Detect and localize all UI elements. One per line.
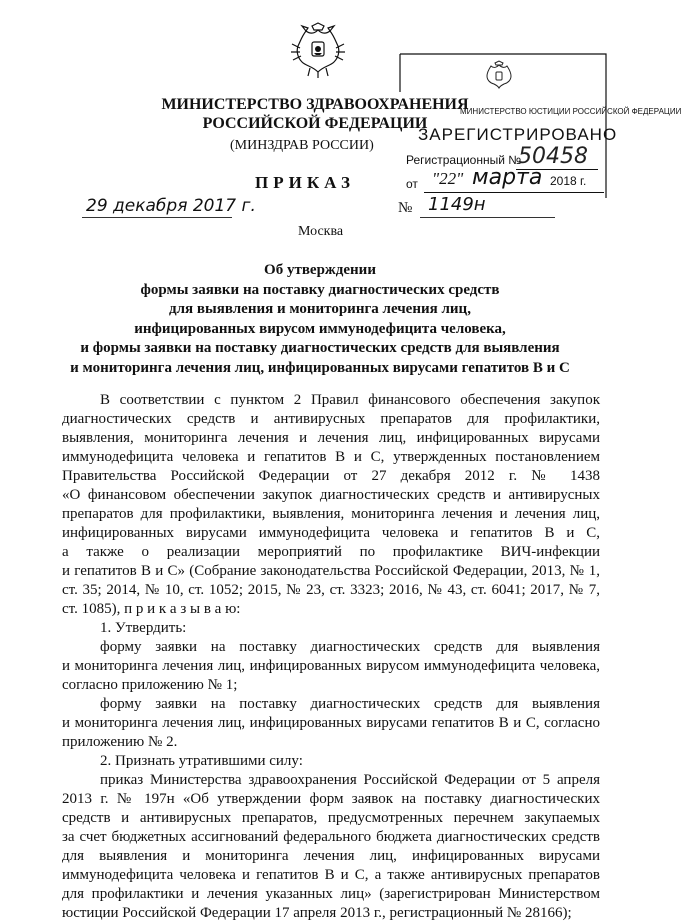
stamp-date-underline xyxy=(424,192,604,193)
title-line: инфицированных вирусом иммунодефицита человека, xyxy=(134,320,506,337)
body-line: согласно приложению № 1; xyxy=(62,677,238,693)
title-line: и формы заявки на поставку диагностических средств для выявления xyxy=(80,340,560,356)
coat-of-arms-icon xyxy=(288,22,348,80)
ministry-name-line1: МИНИСТЕРСТВО ЗДРАВООХРАНЕНИЯ xyxy=(161,96,469,113)
stamp-date-label: от xyxy=(406,177,418,191)
stamp-registered-label: ЗАРЕГИСТРИРОВАНО xyxy=(418,125,618,144)
order-date: 29 декабря 2017 г. xyxy=(86,196,256,216)
document-title xyxy=(60,261,580,378)
body-line: В соответствии с пунктом 2 Правил финансового обеспечения закупок xyxy=(100,392,600,408)
body-line: ст. 1085), п р и к а з ы в а ю: xyxy=(62,601,241,617)
title-line: формы заявки на поставку диагностических средств xyxy=(140,281,500,298)
stamp-reg-number-label: Регистрационный № xyxy=(406,153,522,167)
stamp-emblem-icon xyxy=(482,60,516,92)
body-line: иммунодефицита человека и гепатитов В и С, утвержденных постановлением xyxy=(62,449,600,465)
order-number-label: № xyxy=(398,200,413,216)
body-line: иммунодефицита человека и гепатитов В и С, а также антивирусных препаратов xyxy=(62,867,600,883)
title-line: Об утверждении xyxy=(264,262,376,278)
body-line: «О финансовом обеспечении закупок диагностических средств и антивирусных xyxy=(62,487,600,503)
body-line: а также о реализации мероприятий по профилактике ВИЧ-инфекции xyxy=(62,544,600,560)
ministry-name-line2: РОССИЙСКОЙ ФЕДЕРАЦИИ xyxy=(202,115,428,132)
document-body xyxy=(62,391,600,923)
stamp-date-day: "22" xyxy=(432,169,464,188)
title-line: для выявления и мониторинга лечения лиц, xyxy=(169,301,471,317)
stamp-date-year: 2018 г. xyxy=(550,174,587,188)
ministry-short-name: (МИНЗДРАВ РОССИИ) xyxy=(230,138,374,153)
document-type: ПРИКАЗ xyxy=(255,173,355,192)
number-underline xyxy=(420,217,555,218)
body-line: инфицированных вирусами иммунодефицита человека и гепатитов В и С, xyxy=(62,525,600,541)
body-line: за счет бюджетных ассигнований федерального бюджета диагностических средств xyxy=(62,829,600,845)
stamp-date-month: марта xyxy=(472,165,543,190)
body-line: форму заявки на поставку диагностических средств для выявления xyxy=(100,639,600,655)
body-line: для выявления и мониторинга лечения лиц, инфицированных вирусами xyxy=(62,848,600,864)
stamp-header: МИНИСТЕРСТВО ЮСТИЦИИ РОССИЙСКОЙ ФЕДЕРАЦИИ xyxy=(460,107,681,116)
date-underline xyxy=(82,217,232,218)
body-line: юстиции Российской Федерации 17 апреля 2013 г., регистрационный № 28166); xyxy=(62,905,572,921)
body-line: диагностических средств и антивирусных препаратов для профилактики, xyxy=(62,411,600,427)
body-line: форму заявки на поставку диагностических средств для выявления xyxy=(100,696,600,712)
body-line: и гепатитов В и С» (Собрание законодательства Российской Федерации, 2013, № 1, xyxy=(62,563,600,579)
body-line: выявления, мониторинга лечения и лечения лиц, инфицированных вирусами xyxy=(62,430,600,446)
body-line: и мониторинга лечения лиц, инфицированных вирусами гепатитов В и С, согласно xyxy=(62,715,600,731)
body-line: препаратов для профилактики, выявления, мониторинга лечения и лечения лиц, xyxy=(62,506,600,522)
body-line: приложению № 2. xyxy=(62,734,178,750)
body-line: и мониторинга лечения лиц, инфицированных вирусом иммунодефицита человека, xyxy=(62,658,600,674)
body-line: 2. Признать утратившими силу: xyxy=(100,753,303,769)
stamp-reg-number: 50458 xyxy=(518,144,588,169)
body-line: ст. 35; 2014, № 10, ст. 1052; 2015, № 23, ст. 3323; 2016, № 43, ст. 6041; 2017, № 7, xyxy=(62,582,600,598)
body-line: средств и антивирусных препаратов, предусмотренных перечнем закупаемых xyxy=(62,810,600,826)
body-line: для профилактики и лечения указанных лиц» (зарегистрирован Министерством xyxy=(62,886,600,902)
registration-stamp xyxy=(398,52,681,200)
body-line: приказ Министерства здравоохранения Российской Федерации от 5 апреля xyxy=(100,772,600,788)
body-line: 2013 г. № 197н «Об утверждении форм заявок на поставку диагностических xyxy=(62,791,600,807)
order-number: 1149н xyxy=(428,194,486,215)
city: Москва xyxy=(298,224,344,239)
body-line: 1. Утвердить: xyxy=(100,620,187,636)
title-line: и мониторинга лечения лиц, инфицированных вирусами гепатитов В и С xyxy=(70,359,570,376)
body-line: Правительства Российской Федерации от 27 декабря 2012 г. № 1438 xyxy=(62,468,600,484)
